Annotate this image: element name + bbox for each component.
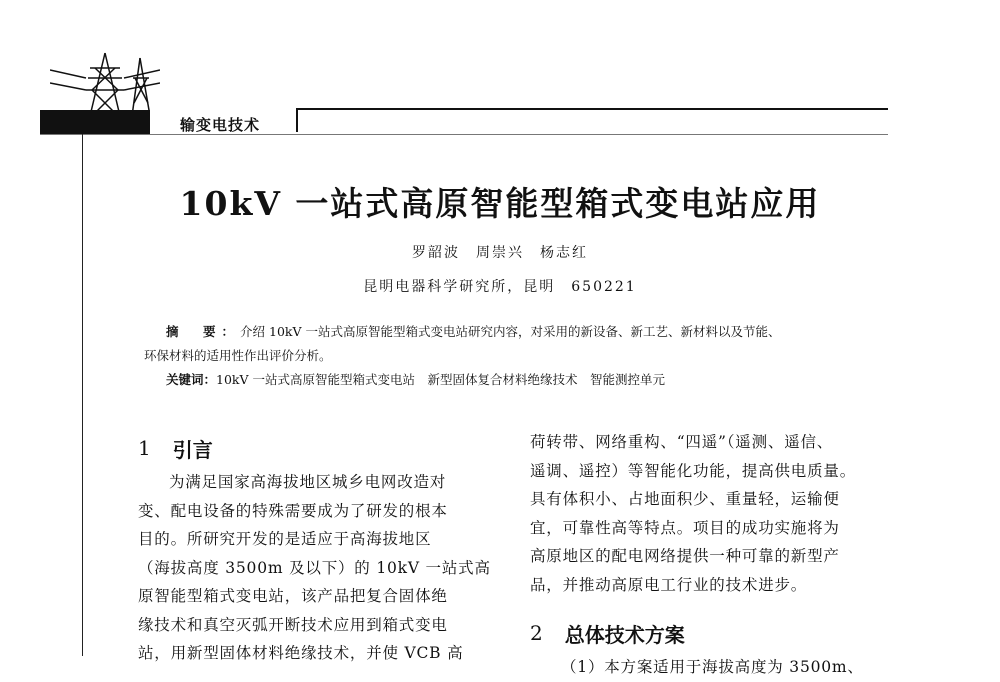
section-1-line: （海拔高度 3500m 及以下）的 10kV 一站式高 [138, 558, 491, 577]
right-column [530, 428, 890, 682]
section-1-line: 站，用新型固体材料绝缘技术，并使 VCB 高 [138, 644, 464, 662]
section-1-line: 目的。所研究开发的是适应于高海拔地区 [138, 530, 432, 548]
keywords-text: 10kV 一站式高原智能型箱式变电站 新型固体复合材料绝缘技术 智能测控单元 [216, 372, 665, 387]
right-column-line: 高原地区的配电网络提供一种可靠的新型产 [530, 547, 840, 565]
article-title: 10kV 一站式高原智能型箱式变电站应用 [179, 184, 821, 223]
abstract-label: 摘 要： [166, 324, 241, 339]
abstract-text-2: 环保材料的适用性作出评价分析。 [144, 348, 332, 363]
right-column-line: 品，并推动高原电工行业的技术进步。 [530, 575, 808, 594]
abstract-block [144, 320, 888, 392]
journal-section-label: 输变电技术 [180, 116, 261, 134]
abstract-text-1: 介绍 10kV 一站式高原智能型箱式变电站研究内容，对采用的新设备、新工艺、新材料以及节能、 [240, 324, 781, 339]
section-1-line: 变、配电设备的特殊需要成为了研发的根本 [138, 501, 448, 520]
section-2-number: 2 [530, 621, 543, 645]
keywords-label: 关键词： [166, 372, 217, 387]
abstract-line-1 [148, 320, 888, 344]
right-column-line: 宜，可靠性高等特点。项目的成功实施将为 [530, 518, 840, 537]
header-bottom-rule [40, 134, 888, 135]
right-column-line: 遥调、遥控）等智能化功能，提高供电质量。 [530, 461, 857, 480]
header-divider-tick [296, 108, 298, 132]
right-column-line: 具有体积小、占地面积少、重量轻，运输便 [530, 490, 840, 508]
keywords-line [148, 368, 888, 392]
article-authors: 罗韶波 周崇兴 杨志红 [412, 245, 588, 261]
section-1-line: 原智能型箱式变电站，该产品把复合固体绝 [138, 587, 448, 605]
article-affiliation: 昆明电器科学研究所，昆明 650221 [363, 279, 637, 295]
power-tower-logo-icon [50, 48, 160, 118]
section-2-line: （1）本方案适用于海拔高度为 3500m、 [561, 658, 864, 676]
left-column [138, 428, 503, 668]
section-2-title: 总体技术方案 [564, 622, 685, 647]
section-1-line: 为满足国家高海拔地区城乡电网改造对 [169, 473, 447, 491]
section-2-heading [530, 613, 890, 653]
section-1-title: 引言 [172, 437, 213, 462]
header-rule [296, 108, 888, 110]
section-1-heading [138, 428, 503, 468]
section-1-number: 1 [138, 436, 151, 460]
section-1-line: 缘技术和真空灭弧开断技术应用到箱式变电 [138, 615, 448, 634]
right-column-line: 荷转带、网络重构、“四遥”（遥测、遥信、 [530, 433, 834, 451]
